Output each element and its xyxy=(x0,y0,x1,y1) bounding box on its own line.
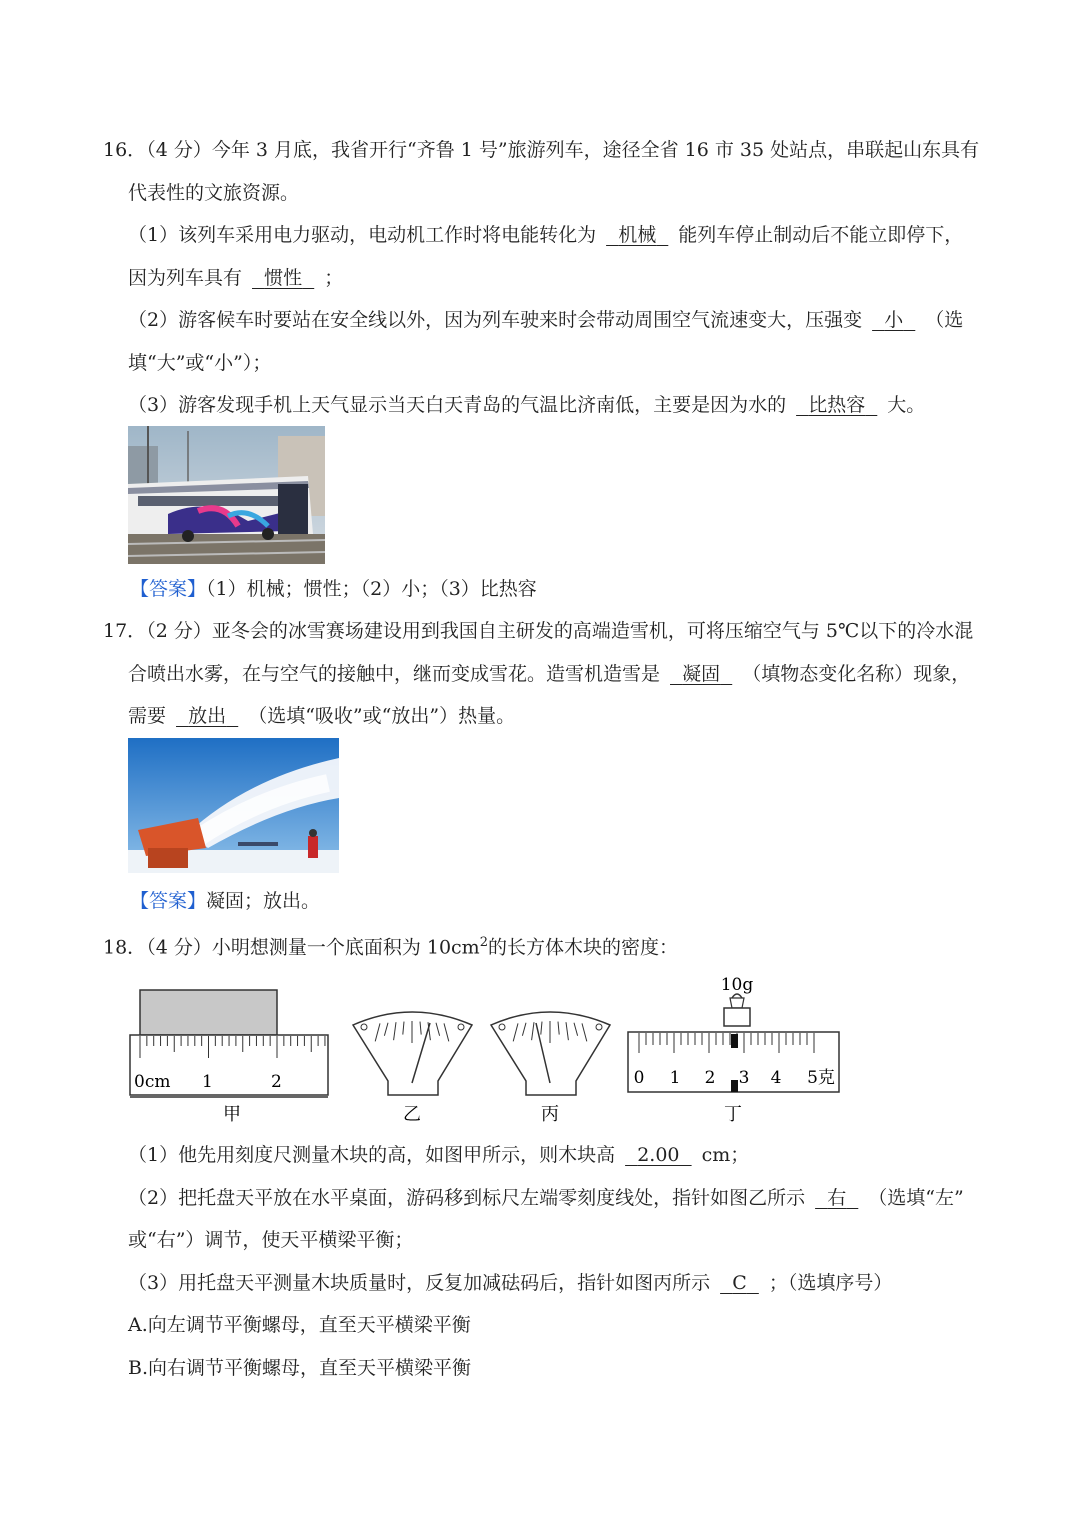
q17-number: 17． xyxy=(103,620,147,642)
q17-answer: 【答案】凝固；放出。 xyxy=(130,890,321,912)
answer-tag: 【答案】 xyxy=(130,578,207,600)
ruler-figure xyxy=(128,988,332,1128)
weight-10g xyxy=(724,1008,750,1026)
q16-blank-4: 比热容 xyxy=(808,394,866,416)
snow-machine-photo xyxy=(128,738,339,873)
train-illustration xyxy=(128,426,325,564)
figure-yi xyxy=(350,1003,475,1128)
q17-stem-line2: 合喷出水雾，在与空气的接触中，继而变成雪花。造雪机造雪是 凝固 （填物态变化名称）现象， xyxy=(128,663,971,685)
q16-part1-line1: （1）该列车采用电力驱动，电动机工作时将电能转化为 机械 能列车停止制动后不能立即停下， xyxy=(128,224,964,246)
q18-part3: （3）用托盘天平测量木块质量时，反复加减砝码后，指针如图丙所示 C ；（选填序号） xyxy=(128,1272,893,1294)
q18-blank-2: 右 xyxy=(827,1187,847,1209)
beam-scale xyxy=(626,970,841,1128)
q16-number: 16． xyxy=(103,139,147,161)
beam-label-3: 3 xyxy=(738,1068,750,1088)
answer-tag: 【答案】 xyxy=(130,890,207,912)
ruler-label-2: 2 xyxy=(271,1072,282,1092)
q17-blank-2: 放出 xyxy=(188,705,227,727)
q16-part3-line: （3）游客发现手机上天气显示当天白天青岛的气温比济南低，主要是因为水的 比热容 大。 xyxy=(128,394,926,416)
q18-number: 18． xyxy=(103,936,147,959)
caption-ding: 丁 xyxy=(724,1104,742,1125)
snow-machine-illustration xyxy=(128,738,339,873)
q16-part1-line2: 因为列车具有 惯性 ； xyxy=(128,267,344,289)
q16-answer: 【答案】（1）机械；惯性；（2）小；（3）比热容 xyxy=(130,578,537,600)
q16-stem-line2: 代表性的文旅资源。 xyxy=(128,182,300,204)
q18-blank-3: C xyxy=(732,1272,747,1294)
caption-bing: 丙 xyxy=(541,1104,559,1125)
train-photo xyxy=(128,426,325,564)
q18-blank-1: 2.00 xyxy=(637,1144,680,1166)
q16-part2-line2: 填“大”或“小”）； xyxy=(128,352,272,374)
caption-yi: 乙 xyxy=(403,1104,421,1125)
beam-label-2: 2 xyxy=(704,1068,716,1088)
q18-option-b: B.向右调节平衡螺母，直至天平横梁平衡 xyxy=(128,1357,472,1379)
caption-jia: 甲 xyxy=(223,1104,241,1125)
q17-stem-line3: 需要 放出 （选填“吸收”或“放出”）热量。 xyxy=(128,705,516,727)
rider-top xyxy=(731,1034,738,1048)
beam-label-1: 1 xyxy=(669,1068,681,1088)
ruler-label-1: 1 xyxy=(202,1072,213,1092)
q18-option-a: A.向左调节平衡螺母，直至天平横梁平衡 xyxy=(128,1314,471,1336)
figure-ding xyxy=(626,970,841,1128)
figure-bing xyxy=(488,1003,613,1128)
q18-stem: 18．（4 分）小明想测量一个底面积为 $10cm^2$的长方体木块的密度： xyxy=(103,935,678,959)
balance-pointer-bing xyxy=(488,1003,613,1128)
q16-blank-3: 小 xyxy=(884,309,904,331)
q16-blank-2: 惯性 xyxy=(264,267,303,289)
q16-stem-line1: 16．（4 分）今年 3 月底，我省开行“齐鲁 1 号”旅游列车，途径全省 16 市 35 处站点，串联起山东具有 xyxy=(103,139,980,161)
q18-part2-line1: （2）把托盘天平放在水平桌面，游码移到标尺左端零刻度线处，指针如图乙所示 右 （选填“左” xyxy=(128,1187,964,1209)
q18-part1: （1）他先用刻度尺测量木块的高，如图甲所示，则木块高 2.00 cm； xyxy=(128,1144,750,1166)
beam-label-4: 4 xyxy=(770,1068,782,1088)
figure-jia xyxy=(128,988,332,1128)
wood-block xyxy=(140,990,277,1035)
weight-label: 10g xyxy=(720,975,754,995)
rider-bottom xyxy=(731,1080,738,1092)
beam-label-5: 5克 xyxy=(807,1068,835,1088)
balance-pointer-yi xyxy=(350,1003,475,1128)
q18-part2-line2: 或“右”）调节，使天平横梁平衡； xyxy=(128,1229,414,1251)
q17-blank-1: 凝固 xyxy=(682,663,721,685)
q17-stem-line1: 17．（2 分）亚冬会的冰雪赛场建设用到我国自主研发的高端造雪机，可将压缩空气与 5℃以下的冷水混 xyxy=(103,620,974,642)
q16-part2-line1: （2）游客候车时要站在安全线以外，因为列车驶来时会带动周围空气流速变大，压强变 小 （选 xyxy=(128,309,964,331)
beam-label-0: 0 xyxy=(633,1068,645,1088)
q16-blank-1: 机械 xyxy=(618,224,657,246)
ruler-label-0: 0cm xyxy=(134,1072,171,1092)
